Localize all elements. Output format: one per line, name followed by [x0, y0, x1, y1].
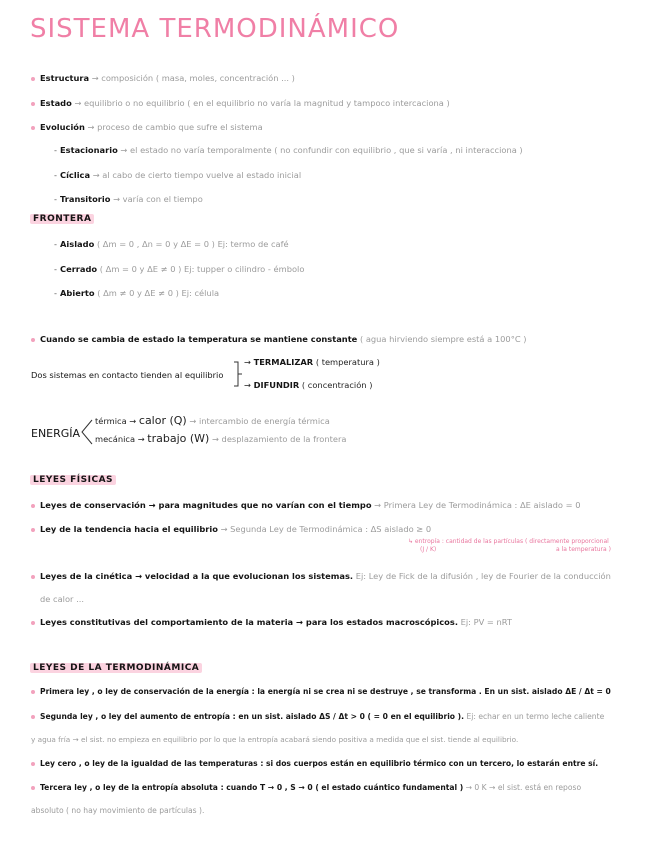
branch-item: → DIFUNDIR ( concentración )	[244, 380, 373, 390]
definition: composición ( masa, moles, concentración ... )	[101, 73, 295, 83]
bullet-icon	[31, 762, 35, 766]
list-item: - Aislado ( Δm = 0 , Δn = 0 y ΔE = 0 ) Ej: termo de café	[54, 239, 289, 249]
bracket-icon	[232, 360, 244, 388]
term: Estacionario	[60, 145, 118, 155]
list-item: Estructura → composición ( masa, moles, concentración ... )	[31, 72, 295, 84]
bullet-icon	[31, 338, 35, 342]
list-item: Ley cero , o ley de la igualdad de las temperaturas : si dos cuerpos están en equilibrio térmico con un tercero, lo estarán entre sí.	[31, 758, 598, 770]
continuation: y agua fría → el sist. no empieza en equilibrio por lo que la entropía acabará siendo positiva a medida que el sist. tiende al equilibrio.	[31, 735, 519, 744]
list-item: Primera ley , o ley de conservación de la energía : la energía ni se crea ni se destruye , se transforma . En un sist. aislado ΔE / Δt = 0	[31, 686, 611, 698]
bullet-icon	[31, 504, 35, 508]
bullet-icon	[31, 102, 35, 106]
bullet-icon	[31, 690, 35, 694]
list-item: Tercera ley , o ley de la entropía absoluta : cuando T → 0 , S → 0 ( el estado cuántico fundamental ) → 0 K → el sist. está en reposo	[31, 782, 581, 794]
definition: proceso de cambio que sufre el sistema	[97, 122, 263, 132]
continuation: absoluto ( no hay movimiento de partículas ).	[31, 806, 205, 815]
list-item: - Abierto ( Δm ≠ 0 y ΔE ≠ 0 ) Ej: célula	[54, 288, 220, 298]
list-item: - Cíclica → al cabo de cierto tiempo vuelve al estado inicial	[54, 170, 302, 180]
definition: al cabo de cierto tiempo vuelve al estado inicial	[102, 170, 302, 180]
list-item: Leyes constitutivas del comportamiento de la materia → para los estados macroscópicos. Ej: PV = nRT	[31, 616, 512, 628]
list-item: Leyes de conservación → para magnitudes que no varían con el tiempo → Primera Ley de Termodinámica : ΔE aislado = 0	[31, 499, 581, 511]
section-heading: FRONTERA	[30, 214, 94, 224]
term: Cíclica	[60, 170, 91, 180]
branch-item: térmica → calor (Q) → intercambio de energía térmica	[95, 414, 330, 427]
brace-icon	[80, 418, 94, 446]
term: Evolución	[40, 122, 85, 132]
bullet-icon	[31, 77, 35, 81]
bullet-icon	[31, 621, 35, 625]
energy-label: ENERGÍA	[31, 427, 81, 440]
section-heading: LEYES FÍSICAS	[30, 475, 116, 485]
list-item: - Estacionario → el estado no varía temporalmente ( no confundir con equilibrio , que si varía , ni interacciona )	[54, 145, 523, 155]
bullet-icon	[31, 786, 35, 790]
bullet-icon	[31, 528, 35, 532]
list-item: Evolución → proceso de cambio que sufre el sistema	[31, 121, 263, 133]
annotation: ↳ entropía : cantidad de las partículas ( directamente proporcional	[408, 538, 609, 545]
bullet-icon	[31, 126, 35, 130]
section-heading: LEYES DE LA TERMODINÁMICA	[30, 663, 202, 673]
statement: Dos sistemas en contacto tienden al equilibrio	[31, 370, 224, 380]
list-item: Leyes de la cinética → velocidad a la que evolucionan los sistemas. Ej: Ley de Fick de la difusión , ley de Fourier de la conducción	[31, 570, 611, 582]
definition: varía con el tiempo	[122, 194, 203, 204]
term: Estructura	[40, 73, 90, 83]
term: Transitorio	[60, 194, 111, 204]
continuation: de calor ...	[40, 594, 84, 604]
term: Estado	[40, 98, 72, 108]
definition: equilibrio o no equilibrio ( en el equilibrio no varía la magnitud y tampoco intercaciona )	[84, 98, 450, 108]
list-item: - Transitorio → varía con el tiempo	[54, 194, 203, 204]
bullet-icon	[31, 715, 35, 719]
list-item: Cuando se cambia de estado la temperatura se mantiene constante ( agua hirviendo siempre está a 100°C )	[31, 333, 527, 345]
list-item: Ley de la tendencia hacia el equilibrio → Segunda Ley de Termodinámica : ΔS aislado ≥ 0	[31, 523, 431, 535]
list-item: - Cerrado ( Δm = 0 y ΔE ≠ 0 ) Ej: tupper o cilindro - émbolo	[54, 264, 305, 274]
list-item: Segunda ley , o ley del aumento de entropía : en un sist. aislado ΔS / Δt > 0 ( = 0 en el equilibrio ). Ej: echar en un termo leche caliente	[31, 711, 604, 723]
page-title: SISTEMA TERMODINÁMICO	[30, 14, 400, 44]
annotation: a la temperatura )	[556, 546, 611, 553]
list-item: Estado → equilibrio o no equilibrio ( en el equilibrio no varía la magnitud y tampoco intercaciona )	[31, 97, 450, 109]
annotation: (J / K)	[420, 546, 437, 553]
branch-item: mecánica → trabajo (W) → desplazamiento de la frontera	[95, 432, 347, 445]
definition: el estado no varía temporalmente ( no confundir con equilibrio , que si varía , ni interacciona )	[130, 145, 523, 155]
bullet-icon	[31, 575, 35, 579]
branch-item: → TERMALIZAR ( temperatura )	[244, 357, 380, 367]
